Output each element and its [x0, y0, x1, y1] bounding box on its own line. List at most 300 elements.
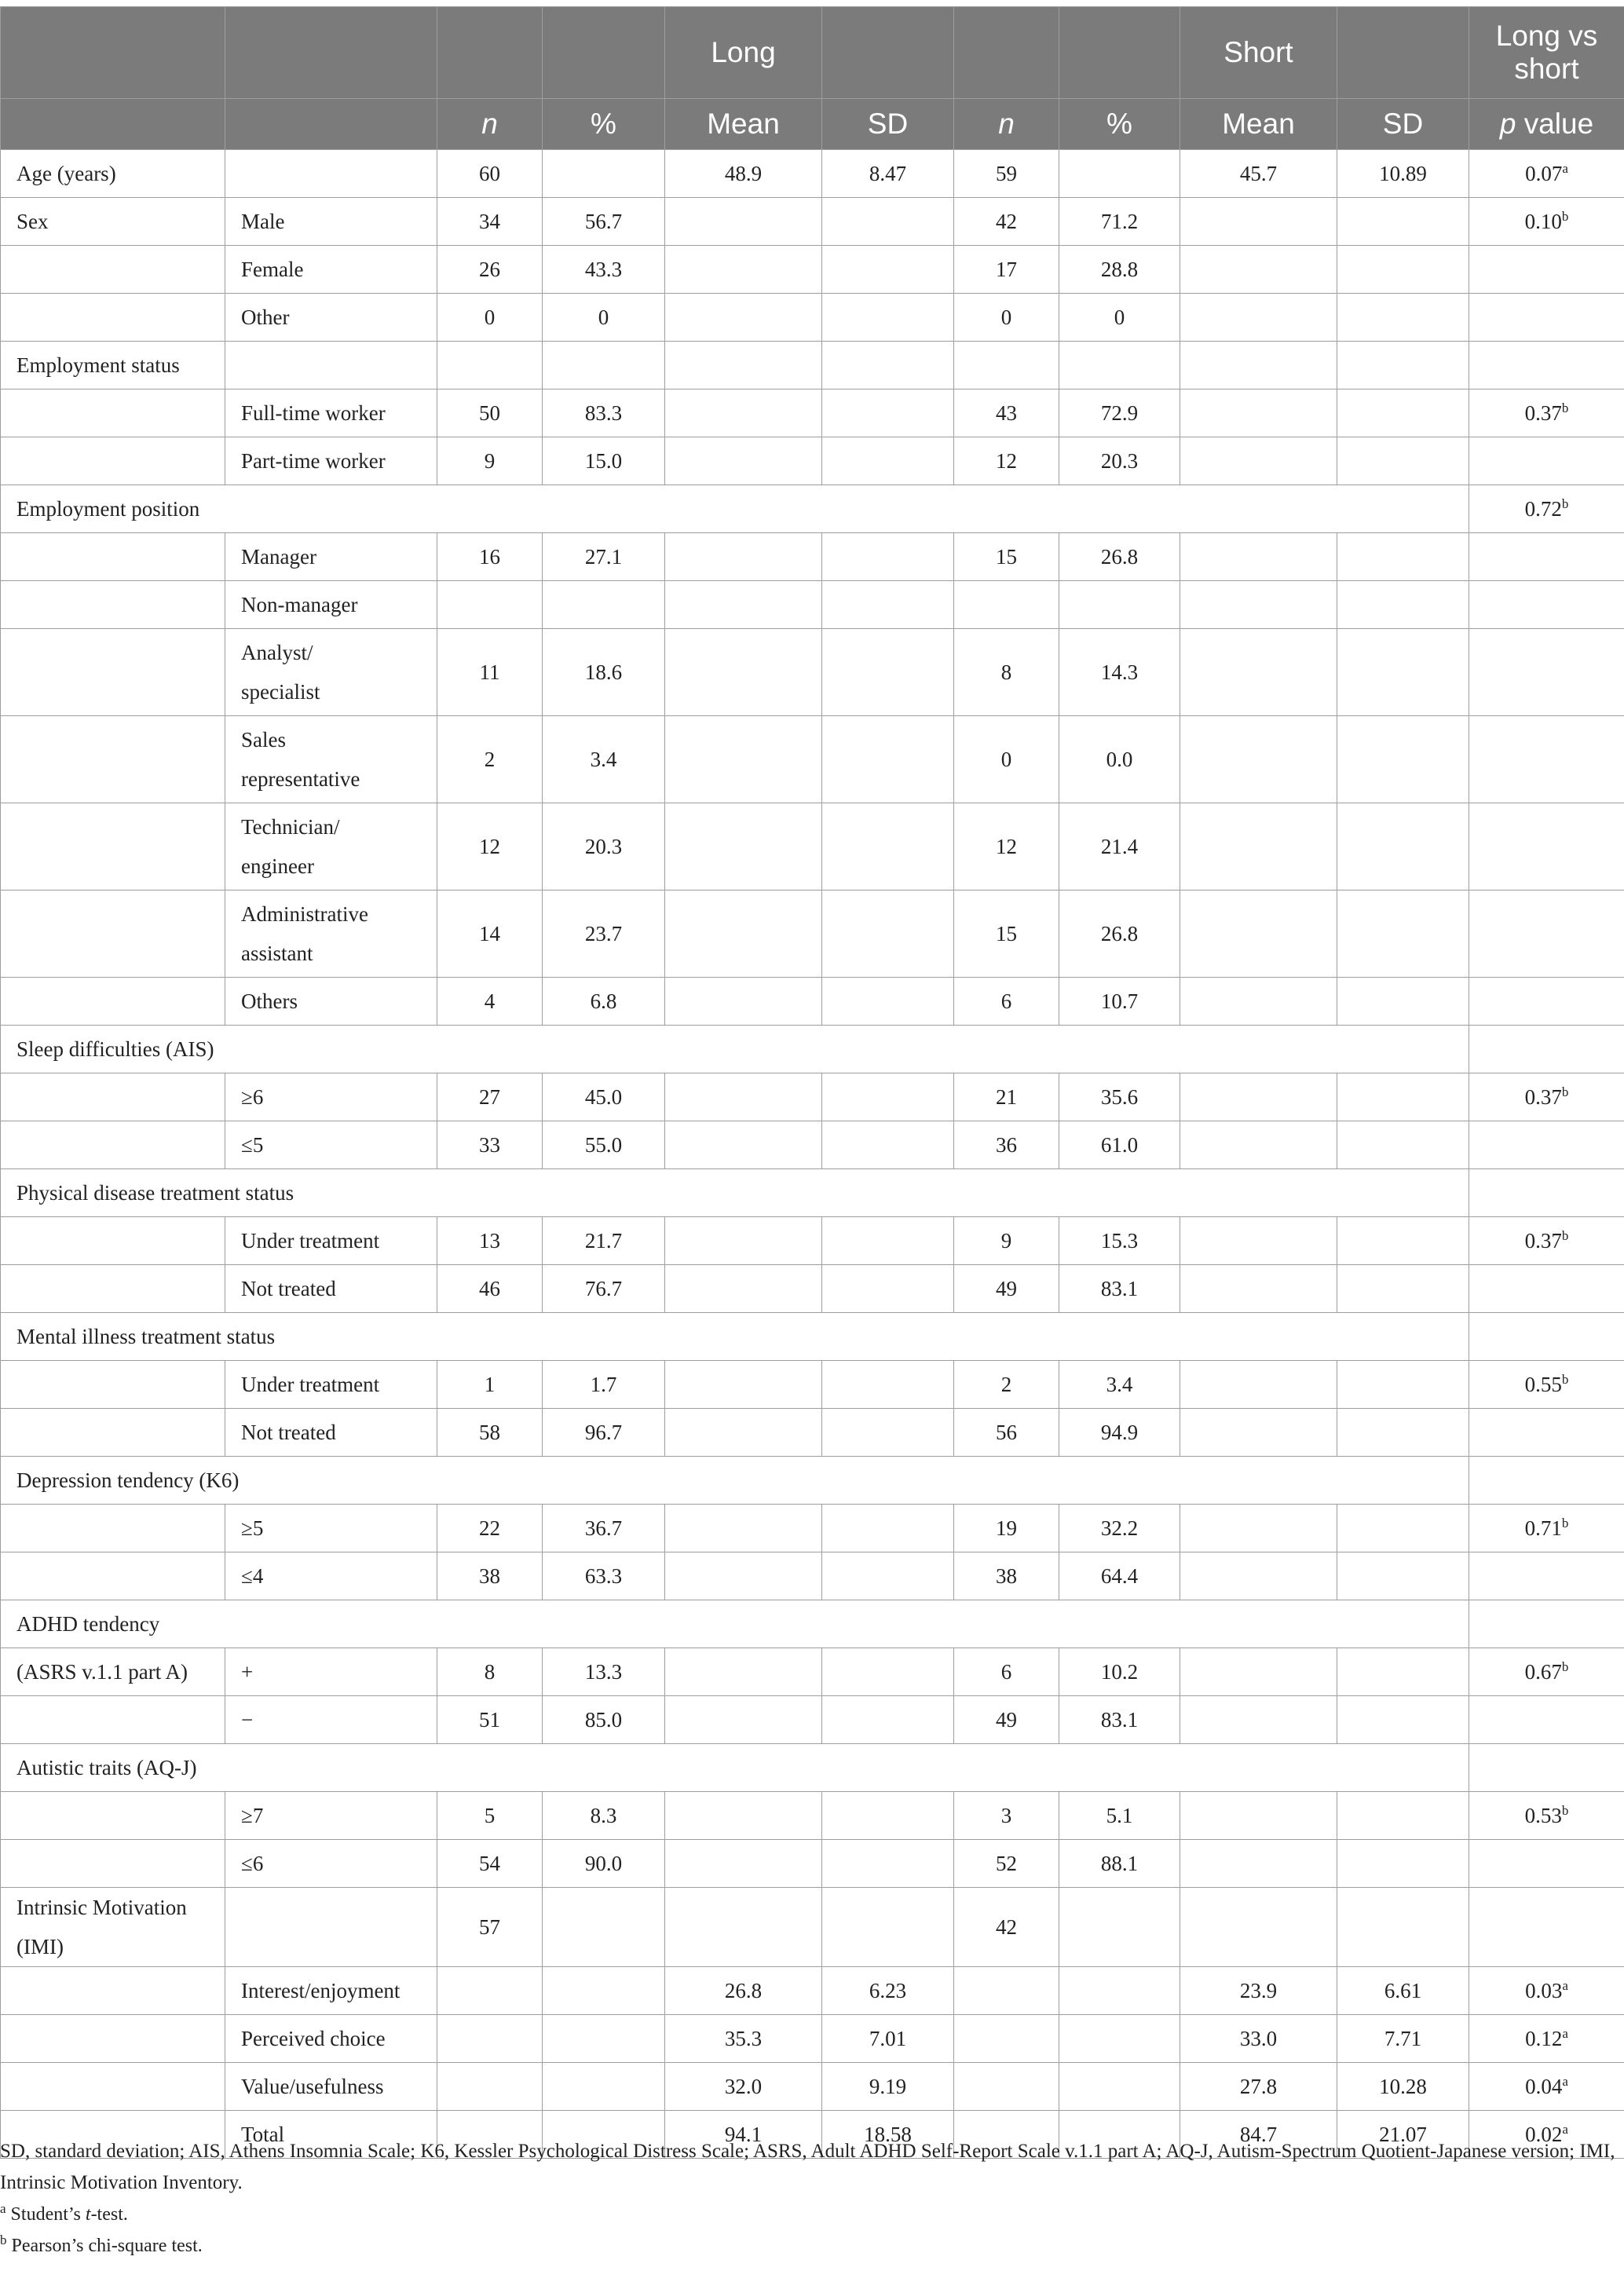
table-row: [1, 246, 1624, 294]
header-col-short-mean: Mean: [1180, 99, 1337, 150]
cell-short-percent: 5.1: [1059, 1792, 1180, 1840]
cell-long-n: [437, 1967, 543, 2015]
row-variable-label: [1, 2063, 225, 2111]
cell-short-mean: [1180, 1888, 1337, 1967]
cell-long-sd: [822, 1840, 954, 1888]
p-value-superscript: b: [1561, 209, 1569, 224]
cell-short-mean: [1180, 978, 1337, 1026]
cell-short-sd: [1337, 294, 1469, 342]
cell-long-percent: 21.7: [543, 1217, 665, 1265]
cell-short-sd: [1337, 1505, 1469, 1552]
cell-long-percent: [543, 150, 665, 198]
cell-long-mean: [665, 1265, 822, 1313]
cell-p-value: [1469, 1026, 1624, 1073]
cell-long-mean: [665, 1409, 822, 1457]
cell-short-sd: [1337, 716, 1469, 803]
cell-long-sd: [822, 246, 954, 294]
cell-short-sd: 6.61: [1337, 1967, 1469, 2015]
cell-long-mean: [665, 1505, 822, 1552]
table-row: [1, 437, 1624, 485]
cell-long-sd: [822, 890, 954, 978]
cell-long-sd: [822, 1265, 954, 1313]
cell-short-mean: [1180, 1121, 1337, 1169]
cell-long-percent: 13.3: [543, 1648, 665, 1696]
cell-long-n: 33: [437, 1121, 543, 1169]
cell-long-n: 34: [437, 198, 543, 246]
row-category-label: Perceived choice: [225, 2015, 437, 2063]
header-group-short: Short: [1180, 7, 1337, 99]
row-variable-label: Age (years): [1, 150, 225, 198]
cell-long-mean: [665, 198, 822, 246]
p-value-text: 0.72: [1524, 497, 1562, 521]
p-value-text: 0.53: [1524, 1804, 1562, 1827]
cell-long-mean: [665, 1840, 822, 1888]
p-value-superscript: b: [1561, 1516, 1569, 1530]
cell-long-sd: 18.58: [822, 2111, 954, 2159]
cell-long-mean: [665, 1552, 822, 1600]
cell-p-value: [1469, 2015, 1624, 2063]
table-row: [1, 1169, 1624, 1217]
row-variable-label: (ASRS v.1.1 part A): [1, 1648, 225, 1696]
header-blank: [1337, 7, 1469, 99]
cell-long-sd: [822, 294, 954, 342]
row-category-label: ≤5: [225, 1121, 437, 1169]
cell-short-mean: [1180, 1073, 1337, 1121]
table-row: [1, 1265, 1624, 1313]
cell-short-sd: [1337, 246, 1469, 294]
header-group-long: Long: [665, 7, 822, 99]
cell-long-sd: [822, 533, 954, 581]
p-value-superscript: a: [1562, 2026, 1568, 2041]
cell-long-n: 13: [437, 1217, 543, 1265]
cell-long-mean: [665, 1073, 822, 1121]
cell-long-percent: [543, 1888, 665, 1967]
p-value-superscript: a: [1562, 1978, 1568, 1993]
cell-short-sd: 10.28: [1337, 2063, 1469, 2111]
cell-long-sd: [822, 1121, 954, 1169]
row-variable-label: [1, 1505, 225, 1552]
row-category-label: Interest/enjoyment: [225, 1967, 437, 2015]
cell-short-mean: [1180, 1505, 1337, 1552]
cell-long-percent: [543, 581, 665, 629]
cell-long-percent: 56.7: [543, 198, 665, 246]
table-row: [1, 716, 1624, 803]
table-row: [1, 1840, 1624, 1888]
table-row: [1, 890, 1624, 978]
row-variable-label: [1, 246, 225, 294]
cell-short-n: 38: [954, 1552, 1059, 1600]
table-row: [1, 629, 1624, 716]
header-row-groups: [1, 7, 1624, 99]
p-italic: p: [1499, 108, 1516, 140]
cell-short-percent: [1059, 2063, 1180, 2111]
cell-long-percent: 0: [543, 294, 665, 342]
cell-long-n: 54: [437, 1840, 543, 1888]
cell-long-mean: 26.8: [665, 1967, 822, 2015]
cell-long-sd: [822, 1648, 954, 1696]
cell-short-mean: [1180, 1792, 1337, 1840]
row-category-label: Administrative assistant: [225, 890, 437, 978]
row-category-label: [225, 150, 437, 198]
p-value-superscript: b: [1561, 496, 1569, 511]
cell-long-mean: [665, 716, 822, 803]
p-value-text: 0.37: [1524, 401, 1562, 425]
cell-short-n: 19: [954, 1505, 1059, 1552]
row-variable-label: Employment status: [1, 342, 225, 389]
cell-p-value: [1469, 716, 1624, 803]
cell-long-n: 16: [437, 533, 543, 581]
cell-short-sd: [1337, 437, 1469, 485]
cell-long-mean: [665, 890, 822, 978]
cell-short-sd: 7.71: [1337, 2015, 1469, 2063]
header-blank: [225, 99, 437, 150]
p-value-text: 0.02: [1525, 2123, 1563, 2146]
table-row: [1, 1648, 1624, 1696]
row-variable-label: [1, 716, 225, 803]
cell-long-percent: 90.0: [543, 1840, 665, 1888]
cell-short-percent: 21.4: [1059, 803, 1180, 890]
table-row: [1, 1361, 1624, 1409]
cell-long-mean: [665, 581, 822, 629]
cell-short-sd: [1337, 1121, 1469, 1169]
cell-long-percent: 45.0: [543, 1073, 665, 1121]
cell-p-value: [1469, 1840, 1624, 1888]
cell-p-value: [1469, 2063, 1624, 2111]
row-section-label: Sleep difficulties (AIS): [1, 1026, 1469, 1073]
cell-p-value: [1469, 533, 1624, 581]
table-row: [1, 150, 1624, 198]
p-value-text: 0.10: [1524, 210, 1562, 233]
table-row: [1, 581, 1624, 629]
cell-long-n: [437, 2015, 543, 2063]
row-category-label: Under treatment: [225, 1217, 437, 1265]
row-section-label: Depression tendency (K6): [1, 1457, 1469, 1505]
cell-p-value: [1469, 342, 1624, 389]
cell-long-percent: 27.1: [543, 533, 665, 581]
row-category-label: Total: [225, 2111, 437, 2159]
p-value-superscript: b: [1561, 1803, 1569, 1818]
cell-long-percent: 43.3: [543, 246, 665, 294]
cell-short-mean: [1180, 1361, 1337, 1409]
cell-short-mean: 23.9: [1180, 1967, 1337, 2015]
table-row: [1, 978, 1624, 1026]
footnote-b: [0, 2230, 1624, 2262]
cell-p-value: [1469, 246, 1624, 294]
header-col-short-n: n: [954, 99, 1059, 150]
row-category-label: ≥5: [225, 1505, 437, 1552]
table-row: [1, 1026, 1624, 1073]
row-category-label: Other: [225, 294, 437, 342]
cell-short-percent: 61.0: [1059, 1121, 1180, 1169]
cell-long-n: 5: [437, 1792, 543, 1840]
p-value-text: 0.67: [1524, 1660, 1562, 1684]
cell-long-mean: [665, 246, 822, 294]
cell-long-mean: 32.0: [665, 2063, 822, 2111]
cell-long-percent: 6.8: [543, 978, 665, 1026]
row-variable-label: [1, 437, 225, 485]
cell-short-mean: [1180, 198, 1337, 246]
table-row: [1, 1409, 1624, 1457]
cell-long-n: 51: [437, 1696, 543, 1744]
cell-p-value: [1469, 1744, 1624, 1792]
cell-long-sd: [822, 716, 954, 803]
row-section-label: ADHD tendency: [1, 1600, 1469, 1648]
cell-short-sd: [1337, 1888, 1469, 1967]
table-row: [1, 1600, 1624, 1648]
cell-short-sd: [1337, 581, 1469, 629]
cell-long-n: 22: [437, 1505, 543, 1552]
cell-short-n: 17: [954, 246, 1059, 294]
row-category-label: [225, 1888, 437, 1967]
cell-short-sd: [1337, 978, 1469, 1026]
cell-long-percent: [543, 342, 665, 389]
row-variable-label: [1, 1265, 225, 1313]
cell-long-percent: [543, 2015, 665, 2063]
cell-short-sd: 21.07: [1337, 2111, 1469, 2159]
cell-long-sd: 6.23: [822, 1967, 954, 2015]
table-row: [1, 294, 1624, 342]
cell-short-n: 42: [954, 198, 1059, 246]
header-col-long-mean: Mean: [665, 99, 822, 150]
cell-short-n: 52: [954, 1840, 1059, 1888]
row-variable-label: [1, 1967, 225, 2015]
p-value-text: 0.04: [1525, 2075, 1563, 2098]
cell-short-percent: [1059, 581, 1180, 629]
row-category-label: Female: [225, 246, 437, 294]
cell-short-mean: [1180, 716, 1337, 803]
cell-short-percent: 10.2: [1059, 1648, 1180, 1696]
header-blank: [954, 7, 1059, 99]
cell-p-value: [1469, 1409, 1624, 1457]
table-footnotes: [0, 2136, 1624, 2262]
cell-short-n: [954, 581, 1059, 629]
cell-short-percent: 0.0: [1059, 716, 1180, 803]
table-container: [0, 6, 1624, 2159]
footnote-a: [0, 2199, 1624, 2230]
table-row: [1, 1505, 1624, 1552]
cell-p-value: [1469, 437, 1624, 485]
row-variable-label: [1, 2015, 225, 2063]
cell-short-n: 0: [954, 294, 1059, 342]
row-variable-label: [1, 1073, 225, 1121]
cell-short-percent: 15.3: [1059, 1217, 1180, 1265]
cell-short-sd: [1337, 1648, 1469, 1696]
table-row: [1, 1313, 1624, 1361]
row-variable-label: [1, 890, 225, 978]
cell-short-n: 15: [954, 533, 1059, 581]
cell-short-n: 6: [954, 978, 1059, 1026]
cell-long-n: 57: [437, 1888, 543, 1967]
table-row: [1, 198, 1624, 246]
cell-short-n: 0: [954, 716, 1059, 803]
row-category-label: Manager: [225, 533, 437, 581]
header-col-long-sd: SD: [822, 99, 954, 150]
cell-long-percent: 23.7: [543, 890, 665, 978]
header-blank: [1, 99, 225, 150]
row-section-label: Autistic traits (AQ-J): [1, 1744, 1469, 1792]
cell-long-mean: [665, 437, 822, 485]
cell-p-value: [1469, 1169, 1624, 1217]
footnote-a-text-post: -test.: [90, 2204, 128, 2225]
cell-long-n: 11: [437, 629, 543, 716]
cell-long-sd: [822, 978, 954, 1026]
row-variable-label: [1, 978, 225, 1026]
table-row: [1, 1744, 1624, 1792]
cell-short-n: 43: [954, 389, 1059, 437]
cell-p-value: [1469, 803, 1624, 890]
cell-p-value: [1469, 485, 1624, 533]
row-variable-label: [1, 1696, 225, 1744]
p-value-text: 0.12: [1525, 2027, 1563, 2050]
cell-p-value: [1469, 581, 1624, 629]
cell-short-n: 21: [954, 1073, 1059, 1121]
cell-long-n: 4: [437, 978, 543, 1026]
cell-short-mean: [1180, 581, 1337, 629]
cell-long-mean: [665, 1648, 822, 1696]
cell-short-n: 6: [954, 1648, 1059, 1696]
cell-short-sd: [1337, 1361, 1469, 1409]
cell-long-sd: [822, 1696, 954, 1744]
cell-long-mean: 94.1: [665, 2111, 822, 2159]
cell-short-percent: 10.7: [1059, 978, 1180, 1026]
cell-p-value: [1469, 1888, 1624, 1967]
cell-short-n: 42: [954, 1888, 1059, 1967]
row-category-label: ≥7: [225, 1792, 437, 1840]
row-variable-label: [1, 294, 225, 342]
cell-short-mean: [1180, 294, 1337, 342]
cell-short-sd: [1337, 342, 1469, 389]
table-row: [1, 342, 1624, 389]
header-blank: [543, 7, 665, 99]
cell-long-mean: [665, 629, 822, 716]
cell-short-sd: [1337, 1552, 1469, 1600]
cell-short-mean: [1180, 1217, 1337, 1265]
row-variable-label: [1, 1552, 225, 1600]
table-row: [1, 2063, 1624, 2111]
cell-long-percent: 85.0: [543, 1696, 665, 1744]
table-row: [1, 1121, 1624, 1169]
cell-short-mean: [1180, 803, 1337, 890]
cell-short-percent: 26.8: [1059, 533, 1180, 581]
cell-short-n: [954, 342, 1059, 389]
cell-short-n: 15: [954, 890, 1059, 978]
header-blank: [1, 7, 225, 99]
row-variable-label: [1, 803, 225, 890]
cell-short-percent: [1059, 2015, 1180, 2063]
cell-short-mean: [1180, 629, 1337, 716]
row-category-label: Male: [225, 198, 437, 246]
cell-long-n: 14: [437, 890, 543, 978]
cell-short-sd: [1337, 1792, 1469, 1840]
cell-short-percent: 72.9: [1059, 389, 1180, 437]
cell-p-value: [1469, 1648, 1624, 1696]
cell-long-mean: [665, 342, 822, 389]
cell-short-mean: [1180, 389, 1337, 437]
table-row: [1, 803, 1624, 890]
cell-long-mean: [665, 533, 822, 581]
row-category-label: Analyst/ specialist: [225, 629, 437, 716]
cell-long-n: 9: [437, 437, 543, 485]
row-category-label: Sales representative: [225, 716, 437, 803]
header-col-short-sd: SD: [1337, 99, 1469, 150]
row-variable-label: [1, 1217, 225, 1265]
cell-long-percent: 76.7: [543, 1265, 665, 1313]
row-category-label: ≤6: [225, 1840, 437, 1888]
cell-short-mean: [1180, 533, 1337, 581]
cell-long-mean: [665, 1361, 822, 1409]
row-category-label: ≥6: [225, 1073, 437, 1121]
cell-long-n: 46: [437, 1265, 543, 1313]
cell-long-n: [437, 342, 543, 389]
cell-long-sd: 9.19: [822, 2063, 954, 2111]
cell-short-percent: 0: [1059, 294, 1180, 342]
p-value-text: 0.03: [1525, 1979, 1563, 2002]
footnote-a-text-pre: Student’s: [5, 2204, 86, 2225]
header-col-short-percent: %: [1059, 99, 1180, 150]
cell-short-percent: 32.2: [1059, 1505, 1180, 1552]
cell-short-n: 49: [954, 1265, 1059, 1313]
header-blank: [225, 7, 437, 99]
row-category-label: Not treated: [225, 1265, 437, 1313]
cell-short-mean: [1180, 1409, 1337, 1457]
p-value-text: 0.71: [1524, 1516, 1562, 1540]
cell-short-percent: 94.9: [1059, 1409, 1180, 1457]
cell-short-mean: [1180, 1552, 1337, 1600]
cell-short-sd: [1337, 389, 1469, 437]
p-value-superscript: a: [1562, 2122, 1568, 2137]
table-row: [1, 1967, 1624, 2015]
cell-long-percent: 18.6: [543, 629, 665, 716]
cell-short-percent: 35.6: [1059, 1073, 1180, 1121]
cell-p-value: [1469, 1265, 1624, 1313]
cell-short-percent: 14.3: [1059, 629, 1180, 716]
cell-short-mean: 27.8: [1180, 2063, 1337, 2111]
cell-short-percent: 3.4: [1059, 1361, 1180, 1409]
row-variable-label: [1, 1361, 225, 1409]
row-category-label: ≤4: [225, 1552, 437, 1600]
cell-short-n: [954, 1967, 1059, 2015]
cell-short-n: 49: [954, 1696, 1059, 1744]
cell-p-value: [1469, 1121, 1624, 1169]
cell-long-sd: [822, 1217, 954, 1265]
p-value-superscript: b: [1561, 1659, 1569, 1674]
cell-short-mean: [1180, 890, 1337, 978]
cell-short-n: [954, 2015, 1059, 2063]
table-row: [1, 1888, 1624, 1967]
cell-short-n: 36: [954, 1121, 1059, 1169]
cell-p-value: [1469, 1967, 1624, 2015]
p-value-superscript: b: [1561, 1228, 1569, 1243]
cell-p-value: [1469, 198, 1624, 246]
p-value-text: 0.37: [1524, 1229, 1562, 1253]
cell-long-n: 27: [437, 1073, 543, 1121]
cell-long-sd: [822, 198, 954, 246]
cell-short-percent: [1059, 1888, 1180, 1967]
row-variable-label: Intrinsic Motivation (IMI): [1, 1888, 225, 1967]
cell-long-percent: 36.7: [543, 1505, 665, 1552]
row-variable-label: [1, 1121, 225, 1169]
header-blank: [1059, 7, 1180, 99]
cell-p-value: [1469, 1696, 1624, 1744]
cell-short-n: [954, 2063, 1059, 2111]
cell-long-sd: [822, 1361, 954, 1409]
row-variable-label: [1, 1409, 225, 1457]
cell-p-value: [1469, 1600, 1624, 1648]
row-variable-label: [1, 1792, 225, 1840]
cell-short-percent: [1059, 342, 1180, 389]
cell-long-sd: [822, 629, 954, 716]
row-variable-label: [1, 389, 225, 437]
